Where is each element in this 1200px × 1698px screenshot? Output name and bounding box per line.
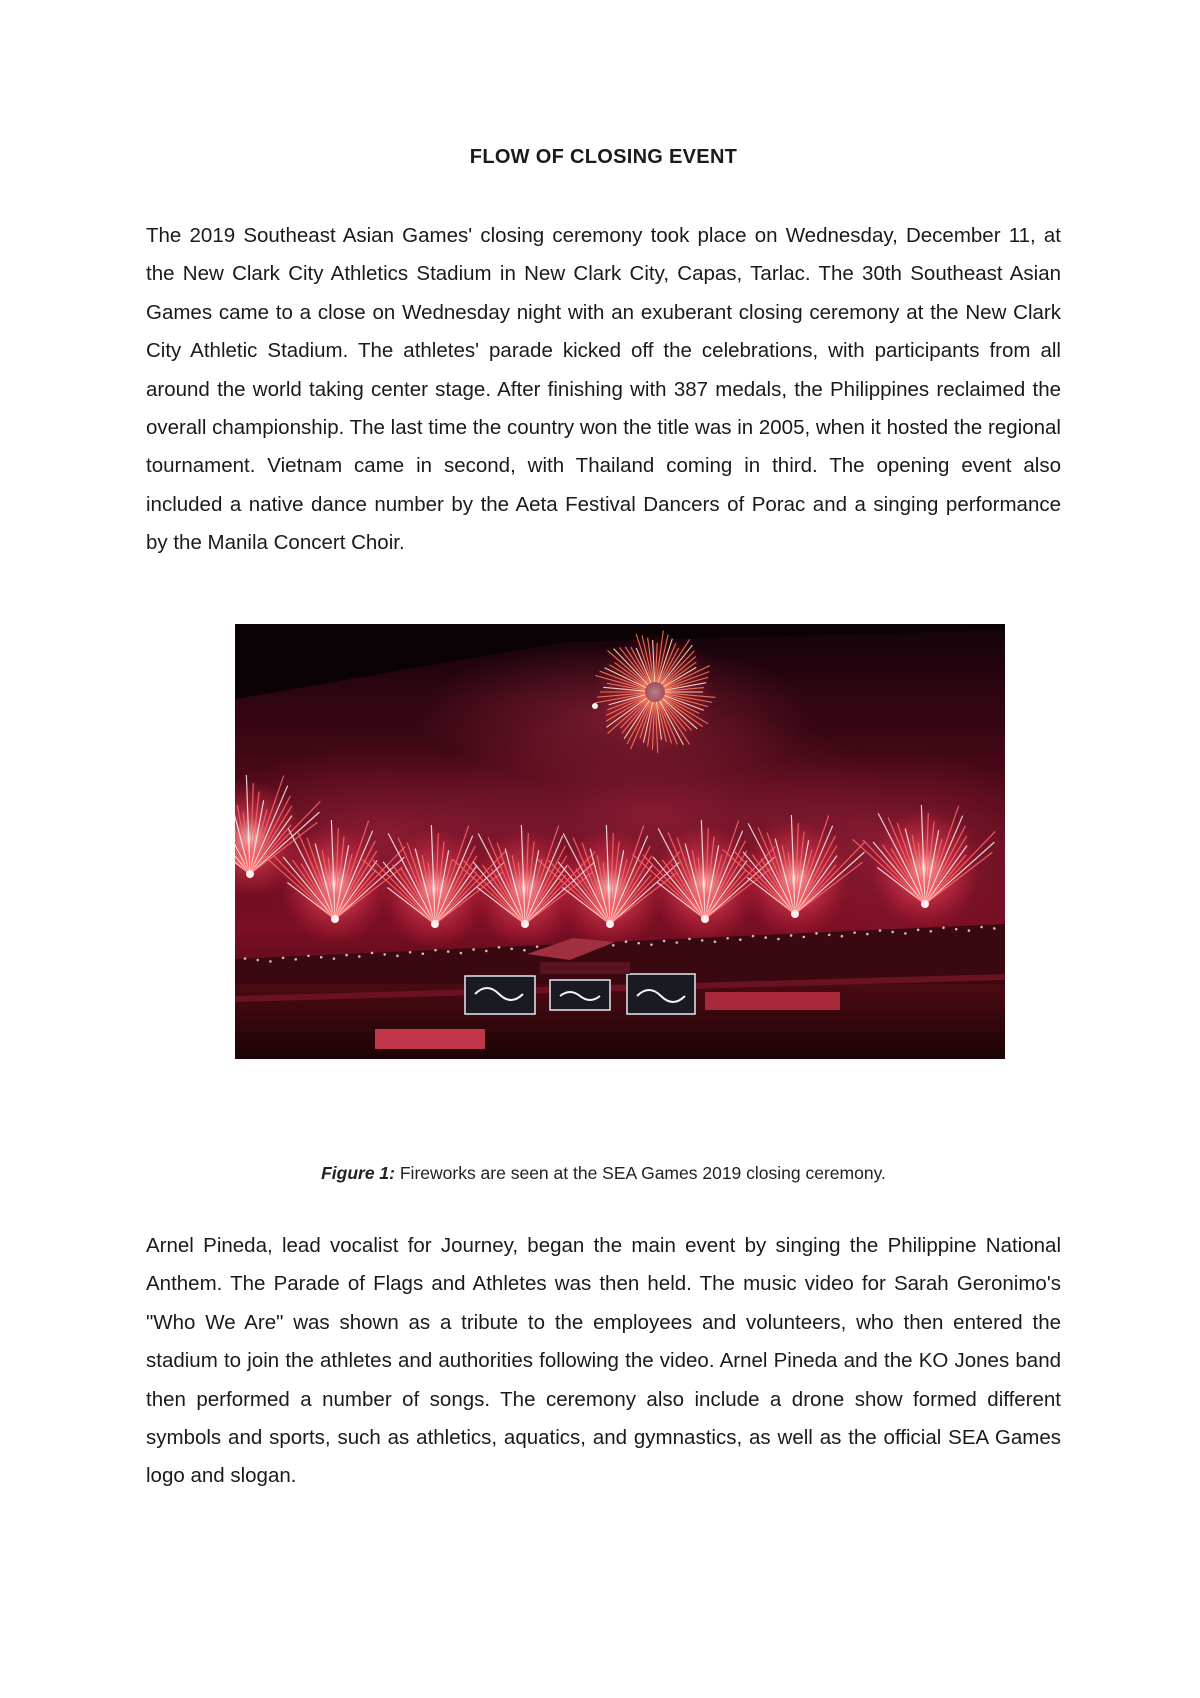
figure-caption	[146, 1163, 1061, 1184]
document-title: FLOW OF CLOSING EVENT	[469, 146, 738, 168]
paragraph-main-event: Arnel Pineda, lead vocalist for Journey, began the main event by singing the Philippine National Anthem. The Parade of Flags and Athletes was then held. The music video for Sarah Geronimo's "Who We Are" was shown as a tribute to the employees and volunteers, who then entered the stadium to join the athletes and authorities following the video. Arnel Pineda and the KO Jones band then performed a number of songs. The ceremony also include a drone show formed different symbols and sports, such as athletics, aquatics, and gymnastics, as well as the official SEA Games logo and slogan.	[146, 1234, 1061, 1488]
fireworks-illustration	[235, 624, 1005, 1059]
fireworks-photo	[235, 624, 1005, 1059]
red-platform-left	[375, 1029, 485, 1049]
figure-caption-text: Fireworks are seen at the SEA Games 2019 closing ceremony.	[395, 1163, 886, 1183]
red-platform-right	[705, 992, 840, 1010]
figure-caption-label: Figure 1:	[321, 1163, 395, 1183]
paragraph-intro: The 2019 Southeast Asian Games' closing ceremony took place on Wednesday, December 11, at the New Clark City Athletics Stadium in New Clark City, Capas, Tarlac. The 30th Southeast Asian Games came to a close on Wednesday night with an exuberant closing ceremony at the New Clark City Athletic Stadium. The athletes' parade kicked off the celebrations, with participants from all around the world taking center stage. After finishing with 387 medals, the Philippines reclaimed the overall championship. The last time the country won the title was in 2005, when it hosted the regional tournament. Vietnam came in second, with Thailand coming in third. The opening event also included a native dance number by the Aeta Festival Dancers of Porac and a singing performance by the Manila Concert Choir.	[146, 224, 1061, 555]
